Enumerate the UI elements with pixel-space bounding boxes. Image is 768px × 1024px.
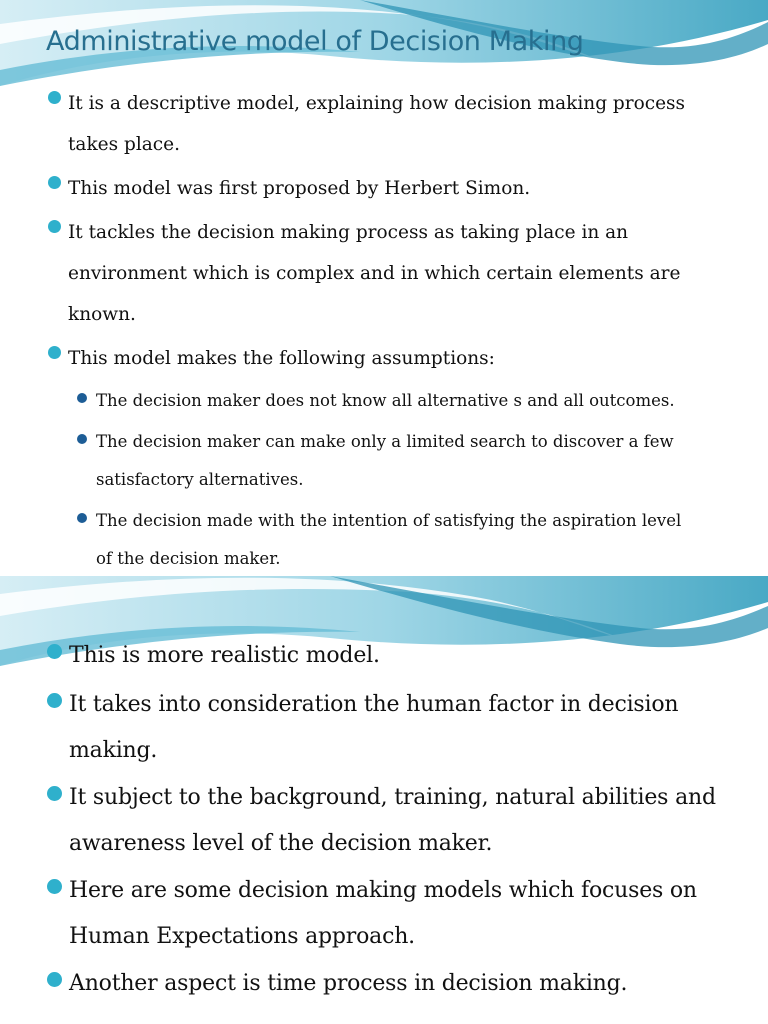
bullet-item — [69, 868, 697, 960]
bullet-dot-icon — [48, 176, 61, 189]
bullet-dot-icon — [48, 91, 61, 104]
bullet-text-line: known. — [68, 304, 136, 325]
bullet-text-line: The decision maker does not know all alternative s and all outcomes. — [96, 391, 675, 410]
bullet-text-line: The decision made with the intention of satisfying the aspiration level — [96, 511, 682, 530]
bullet-text-line: Another aspect is time process in decision making. — [69, 971, 628, 996]
bullet-text-line: Here are some decision making models which focuses on — [69, 878, 697, 903]
sub-bullet-dot-icon — [77, 393, 87, 403]
bullet-text-line: This model makes the following assumptions: — [68, 348, 495, 369]
bullet-item — [69, 633, 380, 679]
slide-title: Administrative model of Decision Making — [46, 26, 584, 57]
bullet-text-line: It takes into consideration the human factor in decision — [69, 692, 679, 717]
bullet-text-line: This model was first proposed by Herbert Simon. — [68, 178, 531, 199]
sub-bullet-item — [96, 382, 675, 420]
bullet-text-line: The decision maker can make only a limited search to discover a few — [96, 432, 674, 451]
bullet-dot-icon — [47, 879, 62, 894]
bullet-item — [68, 338, 495, 379]
bullet-dot-icon — [48, 346, 61, 359]
bullet-text-line: Human Expectations approach. — [69, 924, 415, 949]
bullet-text-line: environment which is complex and in which certain elements are — [68, 263, 681, 284]
bullet-item — [69, 961, 627, 1007]
bullet-text-line: It subject to the background, training, natural abilities and — [69, 785, 716, 810]
sub-bullet-item — [96, 502, 681, 576]
bullet-item — [68, 212, 680, 335]
slide-2 — [0, 576, 768, 1024]
bullet-text-line: making. — [69, 738, 158, 763]
bullet-text-line: This is more realistic model. — [69, 643, 380, 668]
sub-bullet-dot-icon — [77, 513, 87, 523]
bullet-item — [68, 83, 685, 165]
bullet-dot-icon — [47, 644, 62, 659]
bullet-item — [69, 775, 716, 867]
bullet-dot-icon — [47, 693, 62, 708]
bullet-text-line: awareness level of the decision maker. — [69, 831, 493, 856]
bullet-item — [68, 168, 530, 209]
bullet-text-line: It tackles the decision making process as taking place in an — [68, 222, 629, 243]
sub-bullet-dot-icon — [77, 434, 87, 444]
bullet-dot-icon — [47, 972, 62, 987]
bullet-text-line: takes place. — [68, 134, 180, 155]
bullet-text-line: of the decision maker. — [96, 549, 281, 568]
bullet-item — [69, 682, 678, 774]
bullet-dot-icon — [48, 220, 61, 233]
bullet-text-line: satisfactory alternatives. — [96, 470, 304, 489]
bullet-dot-icon — [47, 786, 62, 801]
bullet-text-line: It is a descriptive model, explaining how decision making process — [68, 93, 686, 114]
sub-bullet-item — [96, 423, 674, 499]
